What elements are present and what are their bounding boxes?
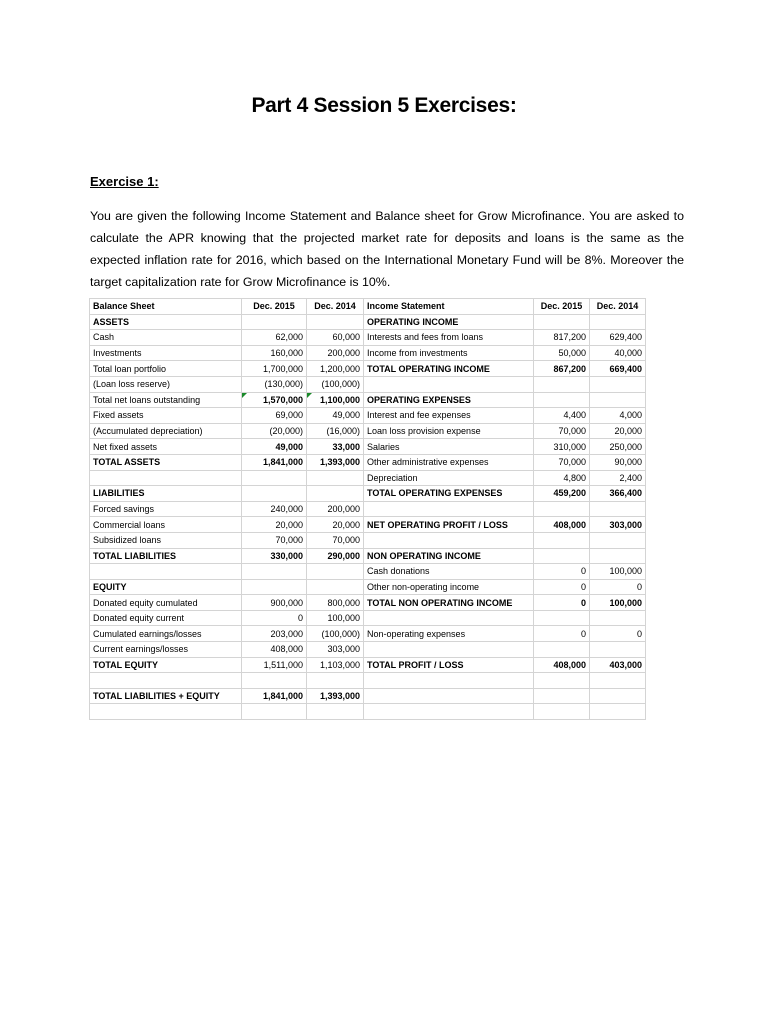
table-row [90,626,646,642]
balance-sheet-value-2014: 1,393,000 [307,688,364,704]
balance-sheet-label: EQUITY [90,579,242,595]
balance-sheet-value-2015: 0 [242,610,307,626]
balance-sheet-value-2015: 203,000 [242,626,307,642]
balance-sheet-label: ASSETS [90,314,242,330]
balance-sheet-value-2014 [307,486,364,502]
income-statement-value-2014 [590,642,646,658]
balance-sheet-label: Forced savings [90,501,242,517]
balance-sheet-value-2014 [307,564,364,580]
balance-sheet-value-2014 [307,470,364,486]
income-statement-label: TOTAL OPERATING INCOME [364,361,534,377]
balance-sheet-label [90,564,242,580]
balance-sheet-value-2015 [242,486,307,502]
table-row [90,579,646,595]
income-statement-value-2014 [590,610,646,626]
income-statement-value-2015: 408,000 [534,517,590,533]
table-row [90,423,646,439]
balance-sheet-value-2014: 1,200,000 [307,361,364,377]
is-year-2014-header: Dec. 2014 [590,299,646,315]
income-statement-label [364,501,534,517]
income-statement-value-2014: 2,400 [590,470,646,486]
table-row [90,642,646,658]
table-row [90,376,646,392]
table-row [90,330,646,346]
balance-sheet-value-2015: 70,000 [242,532,307,548]
table-row [90,486,646,502]
income-statement-value-2015 [534,673,590,689]
balance-sheet-label: Donated equity current [90,610,242,626]
income-statement-label [364,642,534,658]
income-statement-value-2015: 4,400 [534,408,590,424]
income-statement-value-2014: 403,000 [590,657,646,673]
income-statement-label: Salaries [364,439,534,455]
income-statement-label: TOTAL OPERATING EXPENSES [364,486,534,502]
is-year-2015-header: Dec. 2015 [534,299,590,315]
income-statement-value-2015 [534,314,590,330]
income-statement-label: Other administrative expenses [364,454,534,470]
balance-sheet-value-2014: 1,393,000 [307,454,364,470]
income-statement-label: NON OPERATING INCOME [364,548,534,564]
income-statement-label: Other non-operating income [364,579,534,595]
income-statement-label: TOTAL PROFIT / LOSS [364,657,534,673]
income-statement-value-2014: 40,000 [590,345,646,361]
balance-sheet-label: (Accumulated depreciation) [90,423,242,439]
table-row [90,439,646,455]
income-statement-value-2015 [534,376,590,392]
bs-year-2015-header: Dec. 2015 [242,299,307,315]
balance-sheet-label: Current earnings/losses [90,642,242,658]
income-statement-value-2014: 20,000 [590,423,646,439]
balance-sheet-value-2015: 900,000 [242,595,307,611]
income-statement-label [364,532,534,548]
table-row [90,657,646,673]
balance-sheet-value-2015 [242,314,307,330]
balance-sheet-label: Commercial loans [90,517,242,533]
table-row [90,595,646,611]
balance-sheet-label: TOTAL EQUITY [90,657,242,673]
balance-sheet-value-2014: 20,000 [307,517,364,533]
balance-sheet-value-2015: 1,841,000 [242,454,307,470]
income-statement-value-2014: 0 [590,626,646,642]
income-statement-label: Interest and fee expenses [364,408,534,424]
income-statement-value-2015: 0 [534,579,590,595]
balance-sheet-label: Total loan portfolio [90,361,242,377]
balance-sheet-value-2014 [307,673,364,689]
income-statement-label: Cash donations [364,564,534,580]
income-statement-value-2014: 629,400 [590,330,646,346]
income-statement-value-2015: 50,000 [534,345,590,361]
balance-sheet-label: Cumulated earnings/losses [90,626,242,642]
income-statement-value-2015: 0 [534,564,590,580]
income-statement-value-2014 [590,548,646,564]
balance-sheet-label: TOTAL LIABILITIES + EQUITY [90,688,242,704]
balance-sheet-value-2014 [307,579,364,595]
income-statement-value-2014 [590,532,646,548]
balance-sheet-value-2015: 1,700,000 [242,361,307,377]
balance-sheet-label: Fixed assets [90,408,242,424]
balance-sheet-value-2015 [242,564,307,580]
income-statement-value-2015: 408,000 [534,657,590,673]
balance-sheet-label: Cash [90,330,242,346]
income-statement-value-2015: 0 [534,595,590,611]
balance-sheet-label: (Loan loss reserve) [90,376,242,392]
table-row [90,361,646,377]
balance-sheet-label [90,704,242,720]
income-statement-value-2014: 366,400 [590,486,646,502]
exercise-paragraph: You are given the following Income Statement and Balance sheet for Grow Microfinance. You are asked to calculate the APR knowing that the projected market rate for deposits and loans is the same as the expected inflation rate for 2016, which based on the International Monetary Fund will be 8%. Moreover the target capitalization rate for Grow Microfinance is 10%. [90,209,684,289]
table-row [90,532,646,548]
income-statement-value-2014 [590,673,646,689]
income-statement-label: Depreciation [364,470,534,486]
balance-sheet-value-2015: (130,000) [242,376,307,392]
balance-sheet-value-2014: 200,000 [307,501,364,517]
balance-sheet-value-2014: 100,000 [307,610,364,626]
balance-sheet-value-2014: 1,103,000 [307,657,364,673]
income-statement-value-2014: 100,000 [590,595,646,611]
financial-statements-table [89,298,646,720]
income-statement-value-2014: 90,000 [590,454,646,470]
income-statement-label: OPERATING INCOME [364,314,534,330]
income-statement-value-2015 [534,532,590,548]
income-statement-value-2015: 459,200 [534,486,590,502]
income-statement-value-2014: 4,000 [590,408,646,424]
income-statement-value-2015: 0 [534,626,590,642]
income-statement-label [364,688,534,704]
income-statement-label: Loan loss provision expense [364,423,534,439]
income-statement-value-2015 [534,688,590,704]
table-row [90,454,646,470]
balance-sheet-value-2014: 290,000 [307,548,364,564]
income-statement-value-2015: 867,200 [534,361,590,377]
table-row [90,610,646,626]
balance-sheet-label [90,673,242,689]
table-row [90,564,646,580]
income-statement-label: Non-operating expenses [364,626,534,642]
income-statement-header: Income Statement [364,299,534,315]
page-title: Part 4 Session 5 Exercises: [251,94,517,117]
balance-sheet-value-2015 [242,579,307,595]
balance-sheet-value-2014: 60,000 [307,330,364,346]
balance-sheet-value-2014: 70,000 [307,532,364,548]
balance-sheet-value-2015 [242,470,307,486]
balance-sheet-value-2014: 800,000 [307,595,364,611]
balance-sheet-value-2015: 20,000 [242,517,307,533]
exercise-heading: Exercise 1: [90,174,159,189]
table-row [90,314,646,330]
income-statement-label: Income from investments [364,345,534,361]
balance-sheet-value-2015: 1,511,000 [242,657,307,673]
income-statement-value-2014: 669,400 [590,361,646,377]
balance-sheet-value-2014: (100,000) [307,376,364,392]
balance-sheet-label: Investments [90,345,242,361]
income-statement-value-2015 [534,392,590,408]
balance-sheet-value-2015: (20,000) [242,423,307,439]
income-statement-value-2015 [534,548,590,564]
balance-sheet-value-2015: 160,000 [242,345,307,361]
balance-sheet-value-2014 [307,704,364,720]
balance-sheet-value-2015: 49,000 [242,439,307,455]
income-statement-value-2015: 70,000 [534,454,590,470]
balance-sheet-value-2015: 69,000 [242,408,307,424]
income-statement-value-2015 [534,704,590,720]
income-statement-label: Interests and fees from loans [364,330,534,346]
balance-sheet-value-2014: 33,000 [307,439,364,455]
income-statement-label: OPERATING EXPENSES [364,392,534,408]
balance-sheet-value-2015: 1,841,000 [242,688,307,704]
income-statement-label [364,704,534,720]
income-statement-label [364,673,534,689]
balance-sheet-label: TOTAL LIABILITIES [90,548,242,564]
income-statement-value-2015: 4,800 [534,470,590,486]
balance-sheet-value-2015 [242,704,307,720]
balance-sheet-value-2014: (16,000) [307,423,364,439]
balance-sheet-value-2015: 330,000 [242,548,307,564]
income-statement-value-2014 [590,392,646,408]
table-row [90,548,646,564]
balance-sheet-value-2015 [242,673,307,689]
balance-sheet-label: LIABILITIES [90,486,242,502]
table-row [90,345,646,361]
balance-sheet-label: TOTAL ASSETS [90,454,242,470]
balance-sheet-label [90,470,242,486]
table-row [90,470,646,486]
balance-sheet-value-2014: 303,000 [307,642,364,658]
table-row [90,688,646,704]
balance-sheet-value-2014: 49,000 [307,408,364,424]
table-row [90,392,646,408]
balance-sheet-value-2015: 1,570,000 [242,392,307,408]
income-statement-label: TOTAL NON OPERATING INCOME [364,595,534,611]
income-statement-value-2014 [590,376,646,392]
bs-year-2014-header: Dec. 2014 [307,299,364,315]
balance-sheet-label: Total net loans outstanding [90,392,242,408]
table-row [90,517,646,533]
income-statement-value-2014 [590,688,646,704]
income-statement-value-2014 [590,704,646,720]
income-statement-label: NET OPERATING PROFIT / LOSS [364,517,534,533]
income-statement-label [364,610,534,626]
income-statement-value-2014 [590,501,646,517]
balance-sheet-value-2015: 240,000 [242,501,307,517]
balance-sheet-label: Donated equity cumulated [90,595,242,611]
table-row [90,408,646,424]
income-statement-value-2014 [590,314,646,330]
balance-sheet-header: Balance Sheet [90,299,242,315]
income-statement-label [364,376,534,392]
income-statement-value-2015 [534,642,590,658]
income-statement-value-2015 [534,501,590,517]
balance-sheet-value-2014: (100,000) [307,626,364,642]
income-statement-value-2015: 817,200 [534,330,590,346]
table-header-row [90,299,646,315]
table-row [90,501,646,517]
income-statement-value-2014: 250,000 [590,439,646,455]
income-statement-value-2015: 310,000 [534,439,590,455]
income-statement-value-2015: 70,000 [534,423,590,439]
table-row [90,673,646,689]
income-statement-value-2015 [534,610,590,626]
income-statement-value-2014: 0 [590,579,646,595]
balance-sheet-value-2015: 408,000 [242,642,307,658]
balance-sheet-value-2014: 200,000 [307,345,364,361]
balance-sheet-label: Net fixed assets [90,439,242,455]
table-row [90,704,646,720]
balance-sheet-value-2014: 1,100,000 [307,392,364,408]
balance-sheet-value-2015: 62,000 [242,330,307,346]
income-statement-value-2014: 100,000 [590,564,646,580]
balance-sheet-value-2014 [307,314,364,330]
income-statement-value-2014: 303,000 [590,517,646,533]
balance-sheet-label: Subsidized loans [90,532,242,548]
